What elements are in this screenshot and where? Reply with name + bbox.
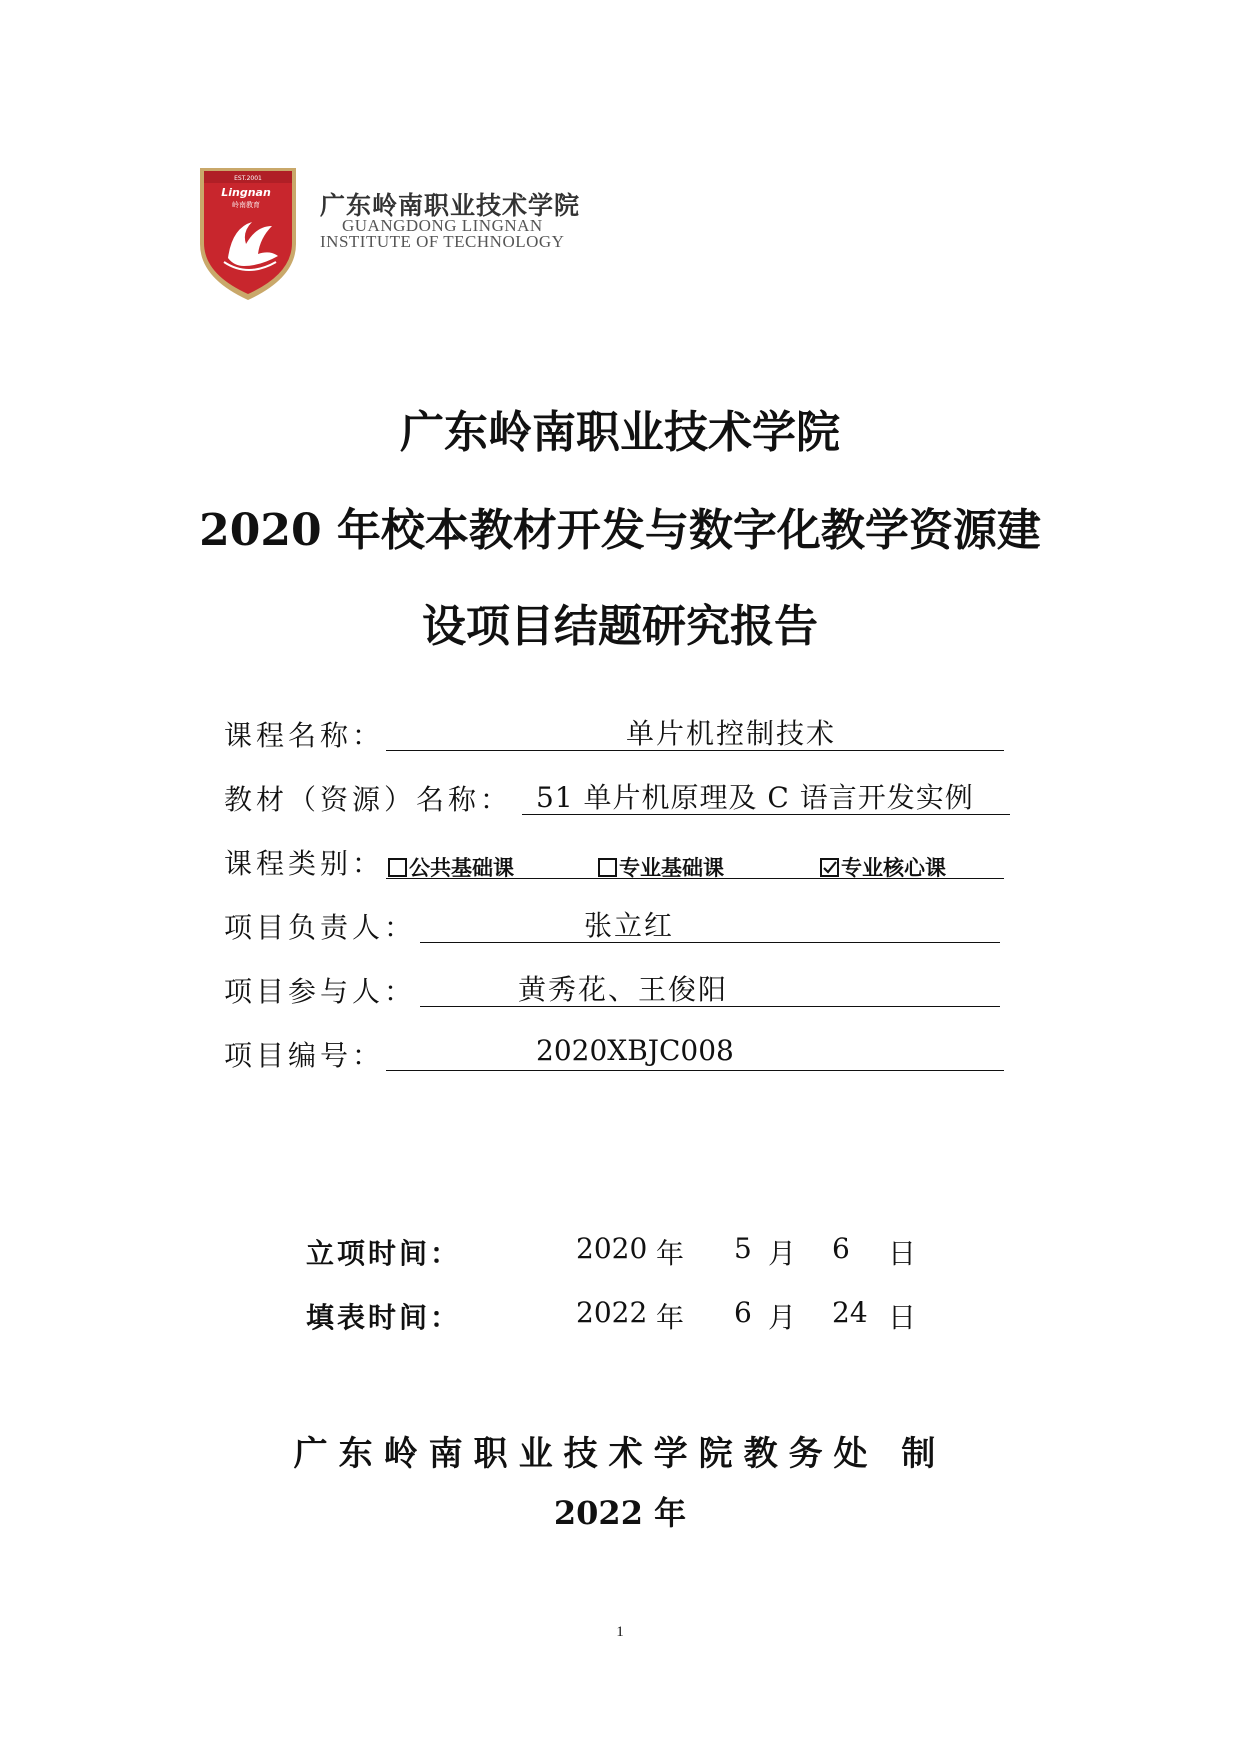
course-type-option-label: 公共基础课 bbox=[409, 856, 514, 880]
course-name-value: 单片机控制技术 bbox=[626, 717, 837, 750]
fill-date-label: 填表时间： bbox=[306, 1301, 462, 1334]
leader-underline bbox=[420, 906, 1000, 943]
course-type-option-core[interactable] bbox=[820, 852, 946, 882]
month-unit: 月 bbox=[768, 1301, 797, 1334]
badge-sub-text: 岭南教育 bbox=[232, 201, 260, 209]
leader-value: 张立红 bbox=[584, 909, 675, 942]
fill-day: 24 bbox=[832, 1296, 868, 1329]
leader-label: 项目负责人： bbox=[224, 911, 417, 944]
logo-name-cn: 广东岭南职业技术学院 bbox=[320, 191, 581, 220]
day-unit: 日 bbox=[888, 1301, 917, 1334]
start-date-label: 立项时间： bbox=[306, 1237, 462, 1270]
issuer-org: 广东岭南职业技术学院教务处 制 bbox=[293, 1434, 947, 1474]
course-type-label: 课程类别： bbox=[224, 847, 385, 880]
material-name-value: 51 单片机原理及 C 语言开发实例 bbox=[536, 781, 974, 814]
checkbox-unchecked-icon bbox=[598, 858, 617, 877]
page-number: 1 bbox=[616, 1624, 624, 1640]
fill-month: 6 bbox=[734, 1296, 752, 1329]
day-unit: 日 bbox=[888, 1237, 917, 1270]
checkbox-unchecked-icon bbox=[388, 858, 407, 877]
year-unit: 年 bbox=[656, 1301, 685, 1334]
year-unit: 年 bbox=[656, 1237, 685, 1270]
badge-brand-text: Lingnan bbox=[221, 186, 271, 199]
course-type-option-label: 专业基础课 bbox=[619, 856, 724, 880]
college-logo bbox=[198, 166, 298, 302]
course-type-option-basic[interactable] bbox=[598, 852, 724, 882]
month-unit: 月 bbox=[768, 1237, 797, 1270]
course-type-option-public[interactable] bbox=[388, 852, 514, 882]
report-title-line1: 广东岭南职业技术学院 bbox=[400, 407, 840, 458]
start-day: 6 bbox=[832, 1232, 850, 1265]
start-year: 2020 bbox=[576, 1232, 648, 1265]
course-type-option-label: 专业核心课 bbox=[841, 856, 946, 880]
logo-name-en-line2: INSTITUTE OF TECHNOLOGY bbox=[320, 232, 565, 251]
fill-year: 2022 bbox=[576, 1296, 648, 1329]
project-no-label: 项目编号： bbox=[224, 1039, 385, 1072]
report-title-line3: 设项目结题研究报告 bbox=[422, 601, 818, 652]
participants-value: 黄秀花、王俊阳 bbox=[518, 973, 729, 1006]
project-no-value: 2020XBJC008 bbox=[536, 1034, 734, 1067]
logo-name-en-line1: GUANGDONG LINGNAN bbox=[342, 216, 543, 235]
course-name-label: 课程名称： bbox=[224, 719, 385, 752]
participants-label: 项目参与人： bbox=[224, 975, 417, 1008]
badge-est-text: EST.2001 bbox=[234, 175, 262, 182]
material-name-label: 教材（资源）名称： bbox=[224, 783, 513, 816]
issue-year: 2022 年 bbox=[553, 1494, 687, 1532]
start-month: 5 bbox=[734, 1232, 752, 1265]
checkbox-checked-icon bbox=[820, 858, 839, 877]
report-title-line2: 2020 年校本教材开发与数字化教学资源建 bbox=[199, 505, 1041, 556]
